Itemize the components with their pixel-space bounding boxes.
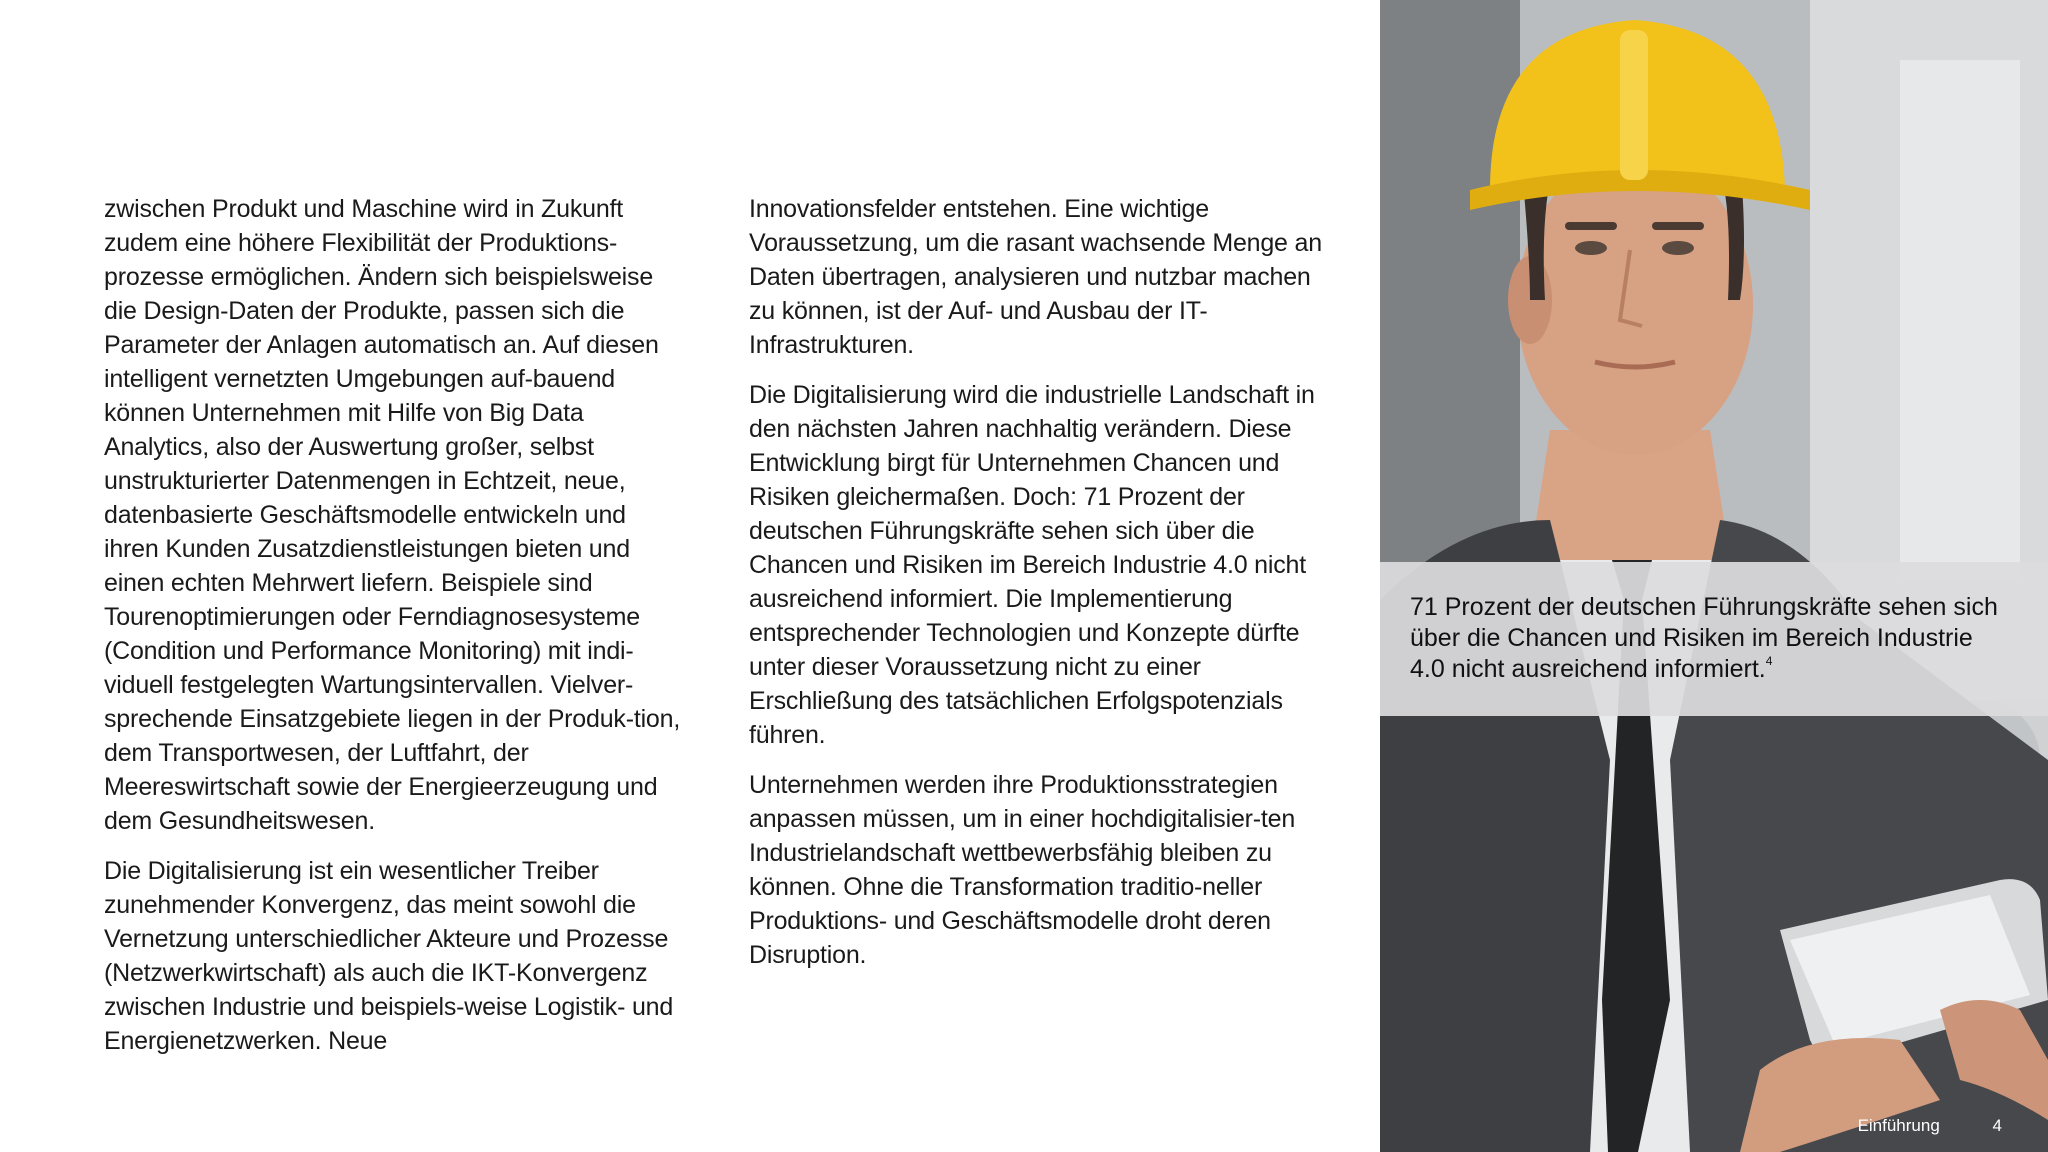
paragraph: Unternehmen werden ihre Produktionsstrategien anpassen müssen, um in einer hochdigitalisier-ten Industrielandschaft wettbewerbsfähig bleiben zu können. Ohne die Transformation traditio-neller Produktions- und Geschäftsmodelle droht deren Disruption.	[749, 771, 1296, 969]
paragraph: zwischen Produkt und Maschine wird in Zukunft zudem eine höhere Flexibilität der Produktions-prozesse ermöglichen. Ändern sich beispielsweise die Design-Daten der Produkte, passen sich die Parameter der Anlagen automatisch an. Auf diesen intelligent vernetzten Umgebungen auf-bauend können Unternehmen mit Hilfe von Big Data Analytics, also der Auswertung großer, selbst unstrukturierter Datenmengen in Echtzeit, neue, datenbasierte Geschäftsmodelle entwickeln und ihren Kunden Zusatzdienstleistungen bieten und einen echten Mehrwert liefern. Beispiele sind Tourenoptimierungen oder Ferndiagnosesysteme (Condition und Performance Monitoring) mit indi-viduell festgelegten Wartungsintervallen. Vielver-sprechende Einsatzgebiete liegen in der Produk-tion, dem Transportwesen, der Luftfahrt, der Meereswirtschaft sowie der Energieerzeugung und dem Gesundheitswesen.	[104, 195, 681, 835]
page-number: 4	[1992, 1116, 2002, 1135]
text-column-left	[104, 192, 684, 1074]
section-label: Einführung	[1857, 1116, 1940, 1135]
text-column-middle	[749, 192, 1329, 988]
footnote-marker: 4	[1765, 654, 1773, 668]
quote-text: 71 Prozent der deutschen Führungskräfte sehen sich über die Chancen und Risiken im Bereich Industrie 4.0 nicht ausreichend informiert.	[1410, 593, 1998, 683]
paragraph: Innovationsfelder entstehen. Eine wichtige Voraussetzung, um die rasant wachsende Menge an Daten übertragen, analysieren und nutzbar machen zu können, ist der Auf- und Ausbau der IT-Infrastrukturen.	[749, 195, 1322, 359]
paragraph: Die Digitalisierung wird die industrielle Landschaft in den nächsten Jahren nachhaltig verändern. Diese Entwicklung birgt für Unternehmen Chancen und Risiken gleichermaßen. Doch: 71 Prozent der deutschen Führungskräfte sehen sich über die Chancen und Risiken im Bereich Industrie 4.0 nicht ausreichend informiert. Die Implementierung entsprechender Technologien und Konzepte dürfte unter dieser Voraussetzung nicht zu einer Erschließung des tatsächlichen Erfolgspotenzials führen.	[749, 381, 1315, 749]
quote-callout	[1380, 562, 2048, 716]
page-footer	[1858, 1116, 2002, 1136]
paragraph: Die Digitalisierung ist ein wesentlicher Treiber zunehmender Konvergenz, das meint sowohl die Vernetzung unterschiedlicher Akteure und Prozesse (Netzwerkwirtschaft) als auch die IKT-Konvergenz zwischen Industrie und beispiels-weise Logistik- und Energienetzwerken. Neue	[104, 857, 674, 1055]
